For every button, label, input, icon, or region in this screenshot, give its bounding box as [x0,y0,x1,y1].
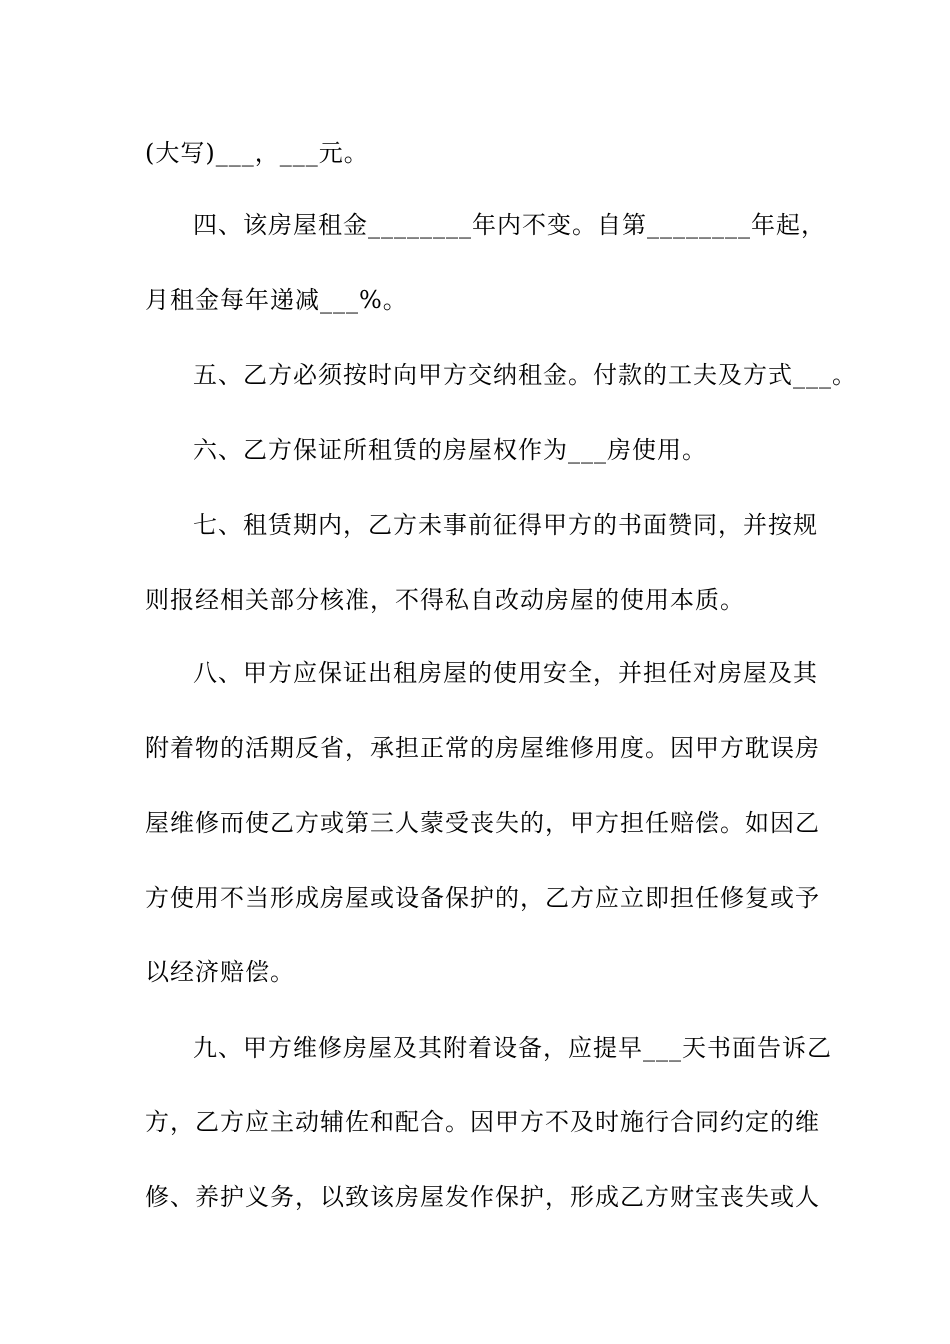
text-line-1: (大写)___，___元。 [145,139,369,167]
clause-8-line-2: 附着物的活期反省，承担正常的房屋维修用度。因甲方耽误房 [145,734,820,762]
clause-4-line-2: 月租金每年递减___%。 [145,286,408,314]
clause-6-line-1: 六、乙方保证所租赁的房屋权作为___房使用。 [193,436,707,464]
clause-7-line-2: 则报经相关部分核准，不得私自改动房屋的使用本质。 [145,586,745,614]
clause-9-line-3: 修、养护义务，以致该房屋发作保护，形成乙方财宝丧失或人 [145,1183,820,1211]
clause-9-line-2: 方，乙方应主动辅佐和配合。因甲方不及时施行合同约定的维 [145,1108,820,1136]
clause-4-line-1: 四、该房屋租金________年内不变。自第________年起， [193,211,826,239]
clause-5-line-1: 五、乙方必须按时向甲方交纳租金。付款的工夫及方式___。 [193,361,857,389]
clause-8-line-5: 以经济赔偿。 [145,958,295,986]
clause-8-line-1: 八、甲方应保证出租房屋的使用安全，并担任对房屋及其 [193,659,818,687]
clause-7-line-1: 七、租赁期内，乙方未事前征得甲方的书面赞同，并按规 [193,511,818,539]
clause-8-line-4: 方使用不当形成房屋或设备保护的，乙方应立即担任修复或予 [145,884,820,912]
clause-9-line-1: 九、甲方维修房屋及其附着设备，应提早___天书面告诉乙 [193,1034,832,1062]
clause-8-line-3: 屋维修而使乙方或第三人蒙受丧失的，甲方担任赔偿。如因乙 [145,809,820,837]
